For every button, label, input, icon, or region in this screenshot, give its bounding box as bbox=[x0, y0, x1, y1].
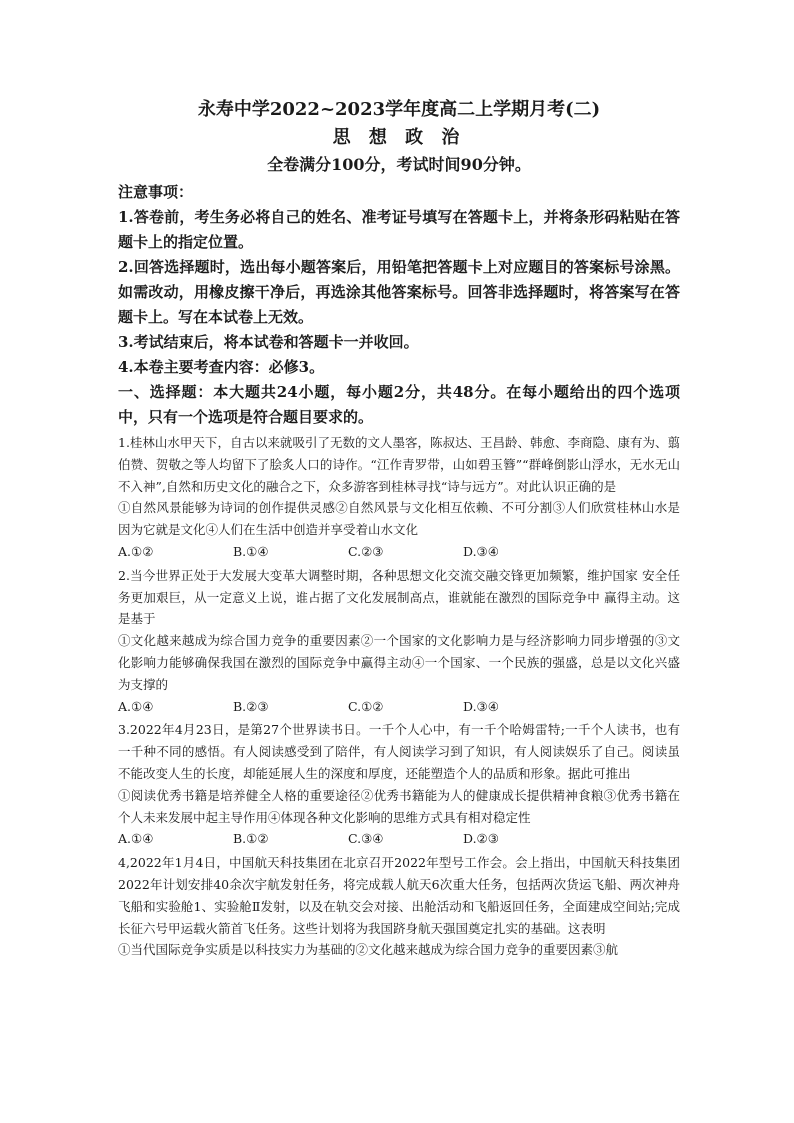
question-stem: 1.桂林山水甲天下，自古以来就吸引了无数的文人墨客，陈叔达、王昌龄、韩愈、李商隐、康有为、翦伯赞、贺敬之等人均留下了脍炙人口的诗作。“江作青罗带，山如碧玉簪”“群峰倒影山浮水，无水无山不入神”,自然和历史文化的融合之下，众多游客到桂林寻找“诗与远方”。对此认识正确的是 bbox=[118, 435, 680, 494]
question-options bbox=[118, 828, 680, 850]
notice-item: 1.答卷前，考生务必将自己的姓名、准考证号填写在答题卡上，并将条形码粘贴在答题卡上的指定位置。 bbox=[118, 208, 680, 251]
exam-info: 全卷满分100分，考试时间90分钟。 bbox=[267, 155, 531, 174]
notice-item: 4.本卷主要考查内容：必修3。 bbox=[118, 358, 325, 376]
option-c: C.①② bbox=[348, 698, 384, 714]
option-c: C.②③ bbox=[348, 543, 384, 559]
question-1 bbox=[118, 432, 680, 563]
section-heading: 一、选择题：本大题共24小题，每小题2分，共48分。在每小题给出的四个选项中，只有一个选项是符合题目要求的。 bbox=[118, 383, 680, 426]
question-statements: ①文化越来越成为综合国力竞争的重要因素②一个国家的文化影响力是与经济影响力同步增强的③文化影响力能够确保我国在激烈的国际竞争中赢得主动④一个国家、一个民族的强盛，总是以文化兴盛为支撑的 bbox=[118, 633, 680, 692]
question-4 bbox=[118, 852, 680, 961]
exam-title: 永寿中学2022~2023学年度高二上学期月考(二) bbox=[197, 99, 601, 120]
subject-title: 思 想 政 治 bbox=[332, 127, 466, 148]
option-b: B.①④ bbox=[233, 543, 269, 559]
question-3 bbox=[118, 719, 680, 850]
question-statements: ①当代国际竞争实质是以科技实力为基础的②文化越来越成为综合国力竞争的重要因素③航 bbox=[118, 942, 619, 958]
option-d: D.②③ bbox=[463, 831, 499, 847]
question-options bbox=[118, 696, 680, 718]
option-d: D.③④ bbox=[463, 698, 499, 714]
question-stem: 2.当今世界正处于大发展大变革大调整时期，各种思想文化交流交融交锋更加频繁，维护国家 安全任务更加艰巨，从一定意义上说，谁占据了文化发展制高点，谁就能在激烈的国际竞争中 赢得主动。这是基于 bbox=[118, 567, 680, 627]
option-c: C.③④ bbox=[348, 831, 384, 847]
notice-item: 2.回答选择题时，选出每小题答案后，用铅笔把答题卡上对应题目的答案标号涂黑。如需改动，用橡皮擦干净后，再选涂其他答案标号。回答非选择题时，将答案写在答题卡上。写在本试卷上无效。 bbox=[118, 258, 680, 326]
notice-heading: 注意事项： bbox=[118, 183, 194, 201]
option-a: A.①④ bbox=[118, 831, 154, 847]
question-options bbox=[118, 541, 680, 563]
question-statements: ①阅读优秀书籍是培养健全人格的重要途径②优秀书籍能为人的健康成长提供精神食粮③优秀书籍在个人未来发展中起主导作用④体现各种文化影响的思维方式具有相对稳定性 bbox=[118, 787, 680, 825]
exam-content bbox=[118, 96, 680, 961]
question-2 bbox=[118, 565, 680, 718]
option-b: B.①② bbox=[233, 831, 269, 847]
question-statements: ①自然风景能够为诗词的创作提供灵感②自然风景与文化相互依赖、不可分割③人们欣赏桂林山水是因为它就是文化④人们在生活中创造并享受着山水文化 bbox=[118, 500, 680, 538]
option-a: A.①④ bbox=[118, 698, 154, 714]
option-d: D.③④ bbox=[463, 543, 499, 559]
question-stem: 3.2022年4月23日，是第27个世界读书日。一千个人心中，有一千个哈姆雷特;一千个人读书，也有一千种不同的感悟。有人阅读感受到了陪伴，有人阅读学习到了知识，有人阅读娱乐了自己。阅读虽不能改变人生的长度，却能延展人生的深度和厚度，还能塑造个人的品质和形象。据此可推出 bbox=[118, 722, 680, 781]
notice-item: 3.考试结束后，将本试卷和答题卡一并收回。 bbox=[118, 333, 419, 351]
option-b: B.②③ bbox=[233, 698, 269, 714]
option-a: A.①② bbox=[118, 543, 154, 559]
question-stem: 4,2022年1月4日，中国航天科技集团在北京召开2022年型号工作会。会上指出，中国航天科技集团2022年计划安排40余次宇航发射任务，将完成载人航天6次重大任务，包括两次货运飞船、两次神舟飞船和实验舱1、实验舱Ⅱ发射，以及在轨交会对接、出舱活动和飞船返回任务，全面建成空间站;完成长征六号甲运载火箭首飞任务。这些计划将为我国跻身航天强国奠定扎实的基础。这表明 bbox=[118, 855, 680, 936]
